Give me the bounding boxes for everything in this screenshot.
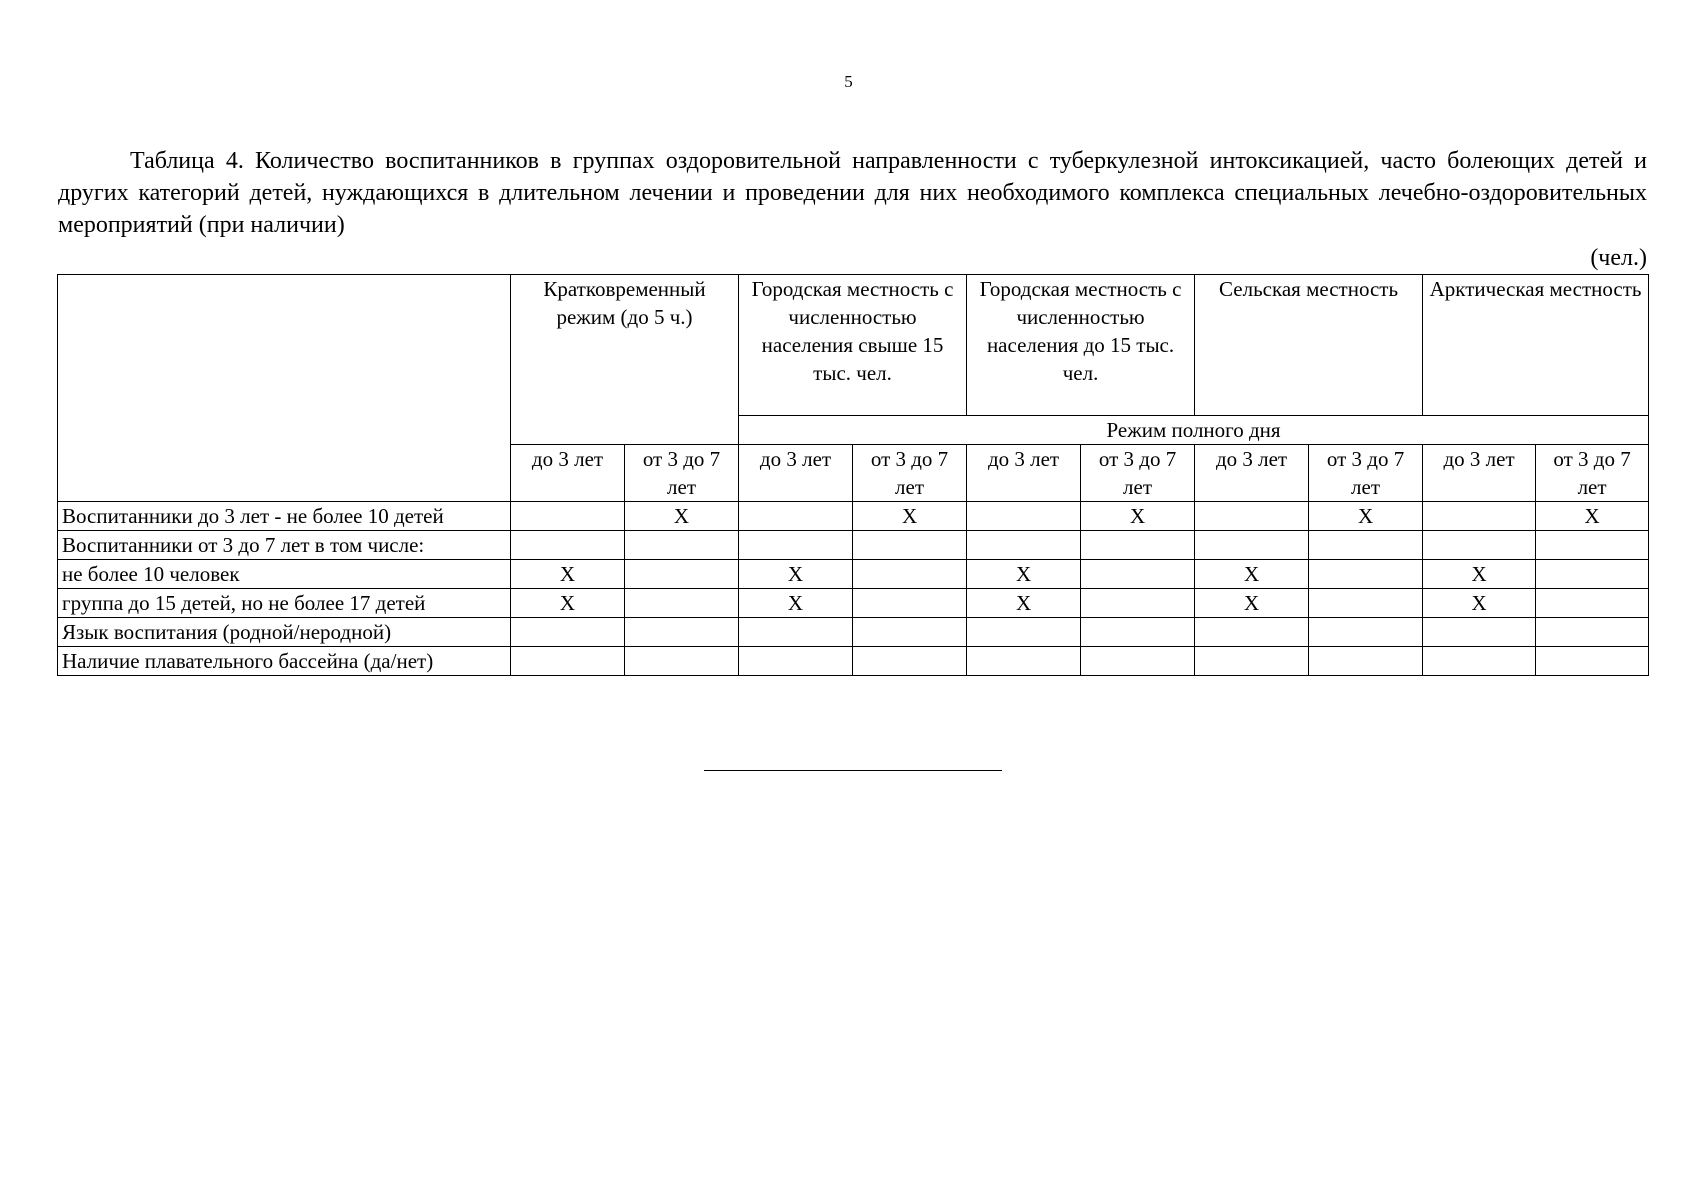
table-cell [853,560,967,589]
table-cell [1081,618,1195,647]
table-cell [1536,589,1649,618]
table-cell [739,531,853,560]
table-cell: X [739,589,853,618]
header-age-col-5: до 3 лет [967,445,1081,502]
header-age-col-4: от 3 до 7 лет [853,445,967,502]
header-corner-cell [58,275,511,502]
table-cell [853,531,967,560]
header-age-col-6: от 3 до 7 лет [1081,445,1195,502]
table-cell [739,618,853,647]
table-cell [1195,502,1309,531]
table-cell [1309,531,1423,560]
table-cell [511,531,625,560]
header-group-city-small: Городская местность с численностью населения до 15 тыс. чел. [967,275,1195,416]
table-cell [1423,647,1536,676]
table-cell [625,618,739,647]
table-cell [1081,560,1195,589]
table-cell [1423,502,1536,531]
table-cell: X [967,589,1081,618]
table-cell [967,531,1081,560]
table-row [58,502,1649,531]
header-age-col-7: до 3 лет [1195,445,1309,502]
row-label: не более 10 человек [58,560,511,589]
table-cell [739,502,853,531]
table-cell [1536,531,1649,560]
table-cell [853,589,967,618]
header-group-short-mode: Кратковременный режим (до 5 ч.) [511,275,739,445]
table-cell: X [1081,502,1195,531]
table-cell [1195,647,1309,676]
footer-divider-line [704,770,1002,771]
table-cell [967,647,1081,676]
table-cell [625,560,739,589]
header-age-col-1: до 3 лет [511,445,625,502]
header-age-col-2: от 3 до 7 лет [625,445,739,502]
unit-label: (чел.) [1590,245,1647,271]
table-cell [1536,647,1649,676]
table-cell: X [1423,560,1536,589]
table-cell: X [625,502,739,531]
table-cell [1309,618,1423,647]
header-row-groups [58,275,1649,416]
table-cell: X [967,560,1081,589]
table-row [58,589,1649,618]
header-full-day-mode: Режим полного дня [739,416,1649,445]
header-group-city-large: Городская местность с численностью населения свыше 15 тыс. чел. [739,275,967,416]
table-cell [511,618,625,647]
table-row [58,531,1649,560]
table-cell: X [1536,502,1649,531]
table-cell: X [739,560,853,589]
row-label: Язык воспитания (родной/неродной) [58,618,511,647]
table-cell [625,647,739,676]
table-cell [1309,560,1423,589]
row-label: Воспитанники от 3 до 7 лет в том числе: [58,531,511,560]
table-cell [967,618,1081,647]
table-cell [1309,647,1423,676]
table-cell: X [853,502,967,531]
table-cell [1423,531,1536,560]
table-cell [511,502,625,531]
table-cell [1195,531,1309,560]
table-cell [625,589,739,618]
table-cell [511,647,625,676]
table-cell: X [1309,502,1423,531]
table-cell [739,647,853,676]
table-row [58,618,1649,647]
table-cell [1309,589,1423,618]
table-cell [1536,560,1649,589]
header-age-col-10: от 3 до 7 лет [1536,445,1649,502]
data-table [57,274,1649,676]
table-caption: Таблица 4. Количество воспитанников в группах оздоровительной направленности с туберкулезной интоксикацией, часто болеющих детей и других категорий детей, нуждающихся в длительном лечении и проведении для них необходимого комплекса специальных лечебно-оздоровительных мероприятий (при наличии) [58,148,1647,238]
table-cell: X [511,560,625,589]
row-label: Воспитанники до 3 лет - не более 10 детей [58,502,511,531]
table-cell: X [1195,589,1309,618]
row-label: группа до 15 детей, но не более 17 детей [58,589,511,618]
table-cell [1081,589,1195,618]
table-cell [1423,618,1536,647]
table-cell [853,618,967,647]
table-cell: X [1423,589,1536,618]
header-group-arctic: Арктическая местность [1423,275,1649,416]
table-row [58,647,1649,676]
table-row [58,560,1649,589]
row-label: Наличие плавательного бассейна (да/нет) [58,647,511,676]
table-cell [1536,618,1649,647]
header-age-col-9: до 3 лет [1423,445,1536,502]
table-cell: X [511,589,625,618]
table-cell: X [1195,560,1309,589]
header-group-rural: Сельская местность [1195,275,1423,416]
table-cell [1081,647,1195,676]
header-age-col-3: до 3 лет [739,445,853,502]
table-cell [1195,618,1309,647]
table-cell [967,502,1081,531]
header-age-col-8: от 3 до 7 лет [1309,445,1423,502]
table-cell [1081,531,1195,560]
table-cell [853,647,967,676]
page-number: 5 [844,72,853,91]
table-cell [625,531,739,560]
